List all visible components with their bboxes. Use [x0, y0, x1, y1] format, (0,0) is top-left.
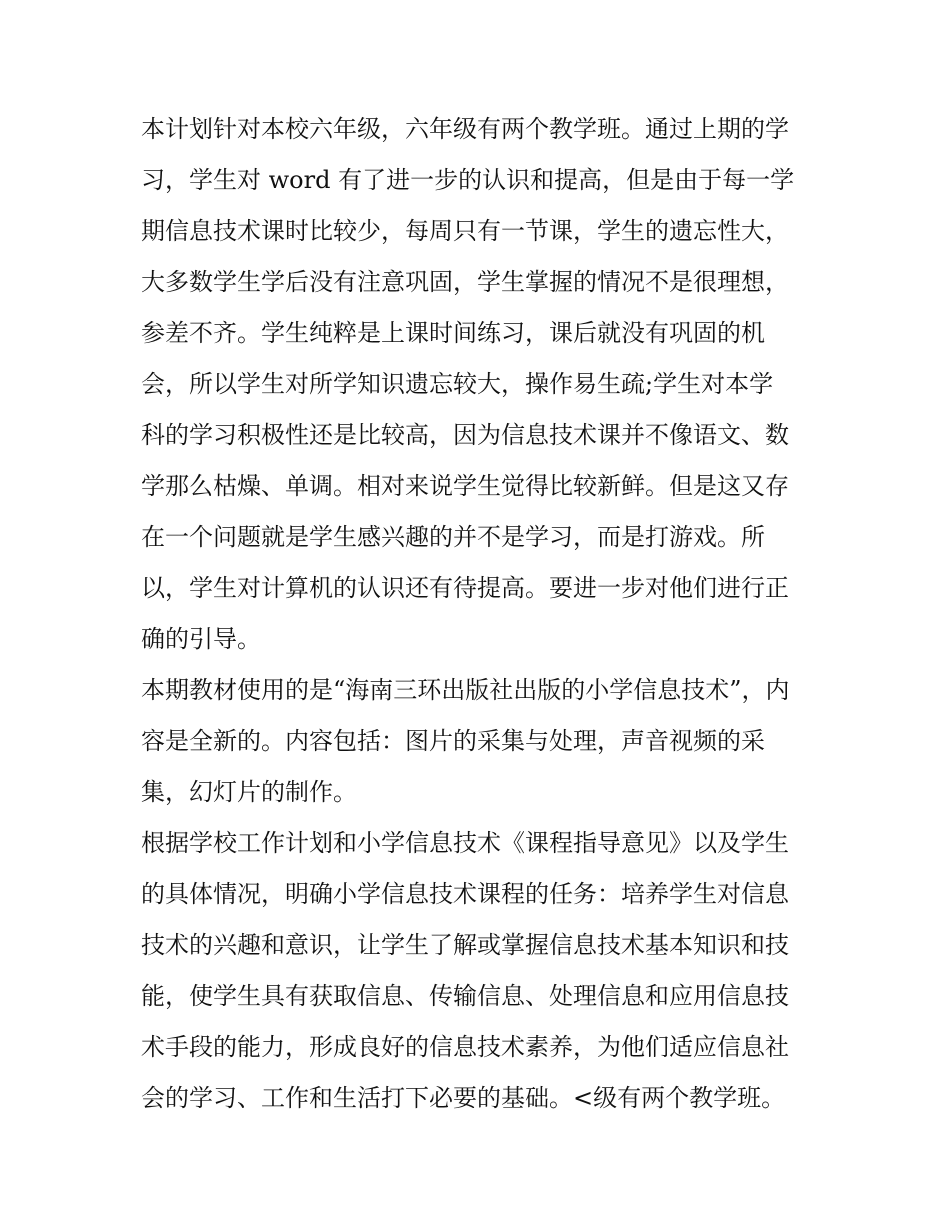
text-line: 期信息技术课时比较少，每周只有一节课，学生的遗忘性大，	[141, 217, 789, 245]
text-line: 学那么枯燥、单调。相对来说学生觉得比较新鲜。但是这又存	[141, 472, 789, 500]
text-line: 本计划针对本校六年级，六年级有两个教学班。通过上期的学	[141, 115, 789, 143]
text-line: 能，使学生具有获取信息、传输信息、处理信息和应用信息技	[141, 982, 789, 1010]
text-line: 本期教材使用的是“海南三环出版社出版的小学信息技术”，内	[141, 676, 790, 704]
text-line: 会，所以学生对所学知识遗忘较大，操作易生疏;学生对本学	[141, 370, 774, 398]
paragraph-class-overview	[141, 104, 813, 665]
document-body	[141, 104, 813, 1124]
paragraph-course-tasks	[141, 818, 813, 1124]
text-line: 容是全新的。内容包括：图片的采集与处理，声音视频的采	[141, 727, 765, 755]
text-line: 集，幻灯片的制作。	[141, 778, 357, 806]
text-line: 术手段的能力，形成良好的信息技术素养，为他们适应信息社	[141, 1033, 789, 1061]
text-line: 大多数学生学后没有注意巩固，学生掌握的情况不是很理想，	[141, 268, 789, 296]
text-line: 以，学生对计算机的认识还有待提高。要进一步对他们进行正	[141, 574, 789, 602]
text-line: 根据学校工作计划和小学信息技术《课程指导意见》以及学生	[141, 829, 789, 857]
text-line: 会的学习、工作和生活打下必要的基础。<级有两个教学班。	[141, 1084, 786, 1112]
text-line: 在一个问题就是学生感兴趣的并不是学习，而是打游戏。所	[141, 523, 765, 551]
text-line: 的具体情况，明确小学信息技术课程的任务：培养学生对信息	[141, 880, 789, 908]
text-line: 参差不齐。学生纯粹是上课时间练习，课后就没有巩固的机	[141, 319, 765, 347]
text-line: 确的引导。	[141, 625, 261, 653]
text-line: 习，学生对 word 有了进一步的认识和提高，但是由于每一学	[141, 166, 795, 194]
text-line: 科的学习积极性还是比较高，因为信息技术课并不像语文、数	[141, 421, 789, 449]
paragraph-textbook	[141, 665, 813, 818]
text-line: 技术的兴趣和意识，让学生了解或掌握信息技术基本知识和技	[141, 931, 789, 959]
